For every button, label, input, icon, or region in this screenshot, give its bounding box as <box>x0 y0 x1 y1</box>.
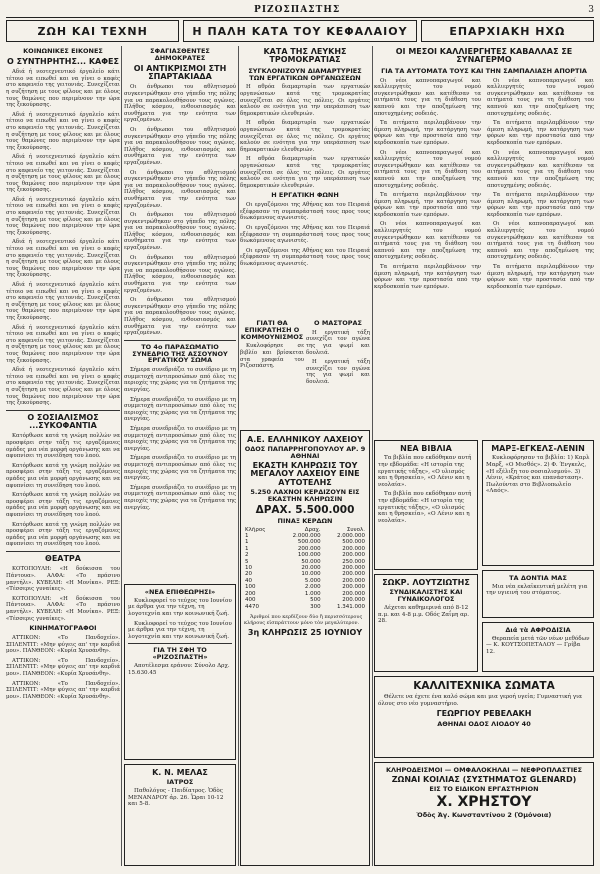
box-body: Η εργατική τάξη συνεχίζει τον αγώνα της για ψωμί και δουλειά. <box>306 329 370 356</box>
table-header-cell: Δραχ. <box>304 526 321 533</box>
doctor-ad-loutziotis <box>374 574 478 672</box>
article-body: Τα αιτήματα περιλαμβάνουν την άμεση πληρωμή, την κατάργηση των φόρων και την προστασία από την κερδοσκοπία των εμπόρων. <box>487 264 594 290</box>
article-body: Σήμερα συνεδριάζει το συνέδριο με τη συμμετοχή αντιπροσώπων από όλες τις περιοχές της χώρας για τα ζητήματα της ανεργίας. <box>124 425 236 452</box>
divider <box>6 551 120 552</box>
table-cell: 500 <box>310 597 321 604</box>
newspaper-title: ΡΙΖΟΣΠΑΣΤΗΣ <box>254 5 341 15</box>
section-provincial-echo: ΕΠΑΡΧΙΑΚΗ ΗΧΩ <box>421 20 594 42</box>
article-headline: ΟΙ ΑΝΤΙΚΡΙΣΜΟΙ ΣΤΗ ΣΠΑΡΤΑΚΙΑΔΑ <box>133 63 227 82</box>
article-kicker: ΣΦΑΓΙΑΣΘΕΝΤΕΣ ΔΗΜΟΚΡΑΤΕΣ <box>150 47 210 62</box>
table-cell: 200.000 <box>342 597 365 604</box>
column-4 <box>374 46 594 438</box>
article-body: Σήμερα συνεδριάζει το συνέδριο με τη συμμετοχή αντιπροσώπων από όλες τις περιοχές της χώρας για τα ζητήματα της ανεργίας. <box>124 396 236 423</box>
article-body: Τα αιτήματα περιλαμβάνουν την άμεση πληρωμή, την κατάργηση των φόρων και την προστασία από την κερδοσκοπία των εμπόρων. <box>487 192 594 218</box>
theatre-heading: ΘΕΑΤΡΑ <box>45 553 81 563</box>
ad-name: Χ. ΧΡΗΣΤΟΥ <box>436 794 532 811</box>
section-struggle-capital: Η ΠΑΛΗ ΚΑΤΑ ΤΟΥ ΚΕΦΑΛΑΙΟΥ <box>183 20 416 42</box>
notice-title: «ΝΕΑ ΕΠΙΘΕΩΡΗΣΙ» <box>144 588 216 596</box>
doctor-ad-melas <box>124 764 236 866</box>
article-body: Οι νέοι καπνοπαραγωγοί και καλλιεργητές του νομού συγκεντρώθηκαν και κατέθεσαν τα αιτήματά τους για τη διάθεση του καπνού και την αποζημίωση της αποτυχημένης σοδειάς. <box>374 149 481 189</box>
article-body: Οι άνθρωποι του αθλητισμού συγκεντρώθηκαν στο γήπεδο της πόλης για να παρακολουθήσουν τους αγώνες. Πλήθος κόσμου, ενθουσιασμός και συνθήματα για την ενότητα των εργαζομένων. <box>124 84 236 124</box>
divider <box>6 410 120 411</box>
new-books-box <box>374 440 478 570</box>
article-headline: ΚΑΤΑ ΤΗΣ ΛΕΥΚΗΣ ΤΡΟΜΟΚΡΑΤΙΑΣ <box>263 47 347 65</box>
fund-body: Αποτέλεσμα εράνου: Σύνολο Δρχ. 15.630.45 <box>128 663 230 676</box>
table-cell: 2.000.000 <box>337 533 365 540</box>
article-body: Οι νέοι καπνοπαραγωγοί και καλλιεργητές του νομού συγκεντρώθηκαν και κατέθεσαν τα αιτήματά τους για τη διάθεση του καπνού και την αποζημίωση της αποτυχημένης σοδειάς. <box>487 221 594 261</box>
article-body: Οι άνθρωποι του αθλητισμού συγκεντρώθηκαν στο γήπεδο της πόλης για να παρακολουθήσουν τους αγώνες. Πλήθος κόσμου, ενθουσιασμός και συνθήματα για την ενότητα των εργαζομένων. <box>124 254 236 294</box>
ad-subtitle: ΕΙΣ ΤΟ ΕΙΔΙΚΟΝ ΕΡΓΑΣΤΗΡΙΟΝ <box>429 785 539 794</box>
cinema-heading: ΚΙΝΗΜΑΤΟΓΡΑΦΟΙ <box>29 624 97 633</box>
box-body: Η εργατική τάξη συνεχίζει τον αγώνα της για ψωμί και δουλειά. <box>306 359 370 385</box>
table-cell: 20 <box>245 571 252 578</box>
article-body: Αδιά ή νεοτεχνευτικό έργαλείο κάτι τέτοιο να ειπωθεί και να γίνει ο καφές στο καφενείο της γειτονιάς. Συνεχίζεται η συζήτηση με τους φίλους και με όλους τους θαμώνες που περιμένουν την ώρα της ξεκούρασης. <box>6 111 120 151</box>
box-title: ΝΕΑ ΒΙΒΛΙΑ <box>400 444 452 453</box>
article-headline: ΤΟ 4ο ΠΑΡΑΣΩΜΑΤΙΟ ΣΥΝΕΔΡΙΟ ΤΗΣ ΑΣΣΟΥΝΟΥ ΕΡΓΑΤΙΚΟΥ ΣΩΜΑ <box>132 342 228 365</box>
article-body: Σήμερα συνεδριάζει το συνέδριο με τη συμμετοχή αντιπροσώπων από όλες τις περιοχές της χώρας για τα ζητήματα της ανεργίας. <box>124 484 236 511</box>
table-cell: 250.000 <box>342 558 365 565</box>
article-headline: ΟΙ ΜΕΣΟΙ ΚΑΛΛΙΕΡΓΗΤΕΣ ΚΑΒΑΛΛΑΣ ΣΕ ΣΥΝΑΓΕΡΜΟ <box>395 47 573 65</box>
article-body: Κατόρθωσε κατά τη γνώμη πολλών να προσφέρει στην τάξη τις εργαζόμενες ομάδες μια νέα μορφή οργάνωσης και να αφυπνίσει τη συνείδηση του λαού. <box>6 462 120 489</box>
article-body: Τα αιτήματα περιλαμβάνουν την άμεση πληρωμή, την κατάργηση των φόρων και την προστασία από την κερδοσκοπία των εμπόρων. <box>374 120 481 146</box>
article-headline: Ο ΣΥΝΤΗΡΗΤΗΣ... ΚΑΦΕΣ <box>7 56 119 66</box>
table-cell: 50.000 <box>301 558 321 565</box>
article-body: Αδιά ή νεοτεχνευτικό έργαλείο κάτι τέτοιο να ειπωθεί και να γίνει ο καφές στο καφενείο της γειτονιάς. Συνεχίζεται η συζήτηση με τους φίλους και με όλους τους θαμώνες που περιμένουν την ώρα της ξεκούρασης. <box>6 324 120 364</box>
cinema-listing: ΑΤΤΙΚΟΝ: «Το Πανδοχείο». ΣΠΛΕΝΤΙΤ: «Μην φύγεις απ' την καρδιά μου». ΠΑΝΘΕΟΝ: «Κυρία Χρυσάνθη». <box>6 634 120 655</box>
notice-body: Κυκλοφορεί το τεύχος του Ιουνίου με άρθρα για την τέχνη, τη λογοτεχνία και την κοινωνική ζωή. <box>128 620 232 640</box>
box-title: Διά τὰ ΑΦΡΟΔΙΣΙΑ <box>505 626 571 634</box>
table-cell: 10 <box>245 565 252 572</box>
ad-address: Ὁδὸς Ἁγ. Κωνσταντίνου 2 (Ὁμόνοια) <box>416 810 552 819</box>
table-cell: 500.000 <box>297 539 321 546</box>
table-cell: 200.000 <box>342 577 365 584</box>
belt-ad <box>374 762 594 866</box>
lottery-lead: 5.250 ΛΑΧΝΟΙ ΚΕΡΔΙΖΟΥΝ ΕΙΣ ΕΚΑΣΤΗΝ ΚΛΗΡΩΣΙΝ <box>250 488 360 503</box>
column-divider <box>238 46 239 866</box>
box-mastoras <box>306 318 370 424</box>
table-cell: 200.000 <box>342 565 365 572</box>
table-cell: 1 <box>245 545 249 552</box>
table-cell: 200.000 <box>342 584 365 591</box>
article-body: Σήμερα συνεδριάζει το συνέδριο με τη συμμετοχή αντιπροσώπων από όλες τις περιοχές της χώρας για τα ζητήματα της ανεργίας. <box>124 367 236 393</box>
doctor-name: ΣΩΚΡ. ΛΟΥΤΖΙΩΤΗΣ <box>382 578 470 587</box>
table-header-cell: Κλῆρος <box>245 526 266 533</box>
doctor-details: Δέχεται καθημερινά από 8-12 π.μ. και 4-8 μ.μ. Οδός Ζαΐμη αρ. 28. <box>378 605 469 625</box>
new-review-notice <box>124 584 236 760</box>
article-body: Κατόρθωσε κατά τη γνώμη πολλών να προσφέρει στην τάξη τις εργαζόμενες ομάδες μια νέα μορφή οργάνωσης και να αφυπνίσει τη συνείδηση του λαού. <box>6 492 120 519</box>
article-body: Οι άνθρωποι του αθλητισμού συγκεντρώθηκαν στο γήπεδο της πόλης για να παρακολουθήσουν τους αγώνες. Πλήθος κόσμου, ενθουσιασμός και συνθήματα για την ενότητα των εργαζομένων. <box>124 297 236 337</box>
table-cell: 1.341.000 <box>337 603 365 610</box>
gymnastics-ad <box>374 676 594 758</box>
article-text-columns <box>374 78 594 294</box>
table-header-cell: Συνολ. <box>346 526 365 533</box>
box-title: ΜΑΡΞ-ΕΓΚΕΛΣ-ΛΕΝΙΝ <box>491 444 585 453</box>
article-body: Αδιά ή νεοτεχνευτικό έργαλείο κάτι τέτοιο να ειπωθεί και να γίνει ο καφές στο καφενείο της γειτονιάς. Συνεχίζεται η συζήτηση με τους φίλους και με όλους τους θαμώνες που περιμένουν την ώρα της ξεκούρασης. <box>6 196 120 236</box>
prize-table-title: ΠΙΝΑΞ ΚΕΡΔΩΝ <box>277 516 333 525</box>
lottery-ad <box>240 430 370 866</box>
section-life-and-art: ΖΩΗ ΚΑΙ ΤΕΧΝΗ <box>6 20 179 42</box>
divider <box>124 340 236 341</box>
article-body: Τα αιτήματα περιλαμβάνουν την άμεση πληρωμή, την κατάργηση των φόρων και την προστασία από την κερδοσκοπία των εμπόρων. <box>374 192 481 218</box>
doctor-title: ΙΑΤΡΟΣ <box>166 778 194 787</box>
table-row <box>244 604 366 610</box>
article-body: Αδιά ή νεοτεχνευτικό έργαλείο κάτι τέτοιο να ειπωθεί και να γίνει ο καφές στο καφενείο της γειτονιάς. Συνεχίζεται η συζήτηση με τους φίλους και με όλους τους θαμώνες που περιμένουν την ώρα της ξεκούρασης. <box>6 282 120 321</box>
article-body: Η αθρόα διαμαρτυρία των εργατικών οργανώσεων κατά της τρομοκρατίας συνεχίζεται σε όλες τις πόλεις. Οι εργάτες καλούν σε ενότητα για την υπεράσπιση των δημοκρατικών ελευθεριών. <box>240 156 370 189</box>
box-title: Ο ΜΑΣΤΟΡΑΣ <box>314 319 362 327</box>
article-body: Οι άνθρωποι του αθλητισμού συγκεντρώθηκαν στο γήπεδο της πόλης για να παρακολουθήσουν τους αγώνες. Πλήθος κόσμου, ενθουσιασμός και συνθήματα για την ενότητα των εργαζομένων. <box>124 169 236 209</box>
box-title: ΤΑ ΔΟΝΤΙΑ ΜΑΣ <box>509 574 567 582</box>
notice-body: Κυκλοφορεί το τεύχος του Ιουνίου με άρθρα για την τέχνη, τη λογοτεχνία και την κοινωνική ζωή. <box>128 597 232 617</box>
article-headline: Η ΕΡΓΑΤΙΚΗ ΦΩΝΗ <box>271 191 339 200</box>
column-divider <box>372 46 373 866</box>
table-cell: 500.000 <box>342 539 365 546</box>
table-cell: 10.000 <box>301 571 321 578</box>
article-body: Οι νέοι καπνοπαραγωγοί και καλλιεργητές του νομού συγκεντρώθηκαν και κατέθεσαν τα αιτήματά τους για τη διάθεση του καπνού και την αποζημίωση της αποτυχημένης σοδειάς. <box>487 149 594 189</box>
box-body: Τα βιβλία που εκδόθηκαν αυτή την εβδομάδα: «Η ιστορία της εργατικής τάξης», «Ο υλισμός και η θρησκεία», «Ο Λένιν και η νεολαία». <box>378 455 472 488</box>
article-body: Αδιά ή νεοτεχνευτικό έργαλείο κάτι τέτοιο να ειπωθεί και να γίνει ο καφές στο καφενείο της γειτονιάς. Συνεχίζεται η συζήτηση με τους φίλους και με όλους τους θαμώνες που περιμένουν την ώρα της ξεκούρασης. <box>6 69 120 109</box>
table-cell: 100.000 <box>297 552 321 559</box>
table-cell: 200.000 <box>342 590 365 597</box>
article-body: Οι άνθρωποι του αθλητισμού συγκεντρώθηκαν στο γήπεδο της πόλης για να παρακολουθήσουν τους αγώνες. Πλήθος κόσμου, ενθουσιασμός και συνθήματα για την ενότητα των εργαζομένων. <box>124 212 236 252</box>
table-cell: 200 <box>245 590 256 597</box>
table-cell: 5 <box>245 558 249 565</box>
theatre-listing: ΚΟΤΟΠΟΥΛΗ: «Η δούκισσα του Πάντουα». ΑΛΦΑ: «Το πράσινο μαντήλι». ΚΥΒΕΛΗ: «Η Μονίκα». ΡΕΞ: «Τέσσερις γυναίκες». <box>6 566 120 593</box>
lottery-address: ΟΔΟΣ ΠΑΠΑΡΡΗΓΟΠΟΥΛΟΥ ΑΡ. 9 ΑΘΗΝΑΙ <box>244 445 366 461</box>
lottery-footer: 3η ΚΛΗΡΩΣΙΣ 25 ΙΟΥΝΙΟΥ <box>247 627 363 637</box>
table-cell: 2 <box>245 552 249 559</box>
article-body: Οι εργαζόμενοι της Αθήνας και του Πειραιά εξέφρασαν τη συμπαράστασή τους προς τους διωκόμενους αγωνιστές. <box>240 247 370 267</box>
clinic-ad-box <box>482 622 594 672</box>
article-body: Οι νέοι καπνοπαραγωγοί και καλλιεργητές του νομού συγκεντρώθηκαν και κατέθεσαν τα αιτήματά τους για τη διάθεση του καπνού και την αποζημίωση της αποτυχημένης σοδειάς. <box>374 221 481 261</box>
table-cell: 200.000 <box>297 545 321 552</box>
ad-body: Θέλετε να έχετε ένα καλό σώμα και μια γεροή υγεία; Γυμναστική για όλους στο νέο γυμναστήριο. <box>378 694 583 707</box>
theatre-listing: ΚΟΤΟΠΟΥΛΗ: «Η δούκισσα του Πάντουα». ΑΛΦΑ: «Το πράσινο μαντήλι». ΚΥΒΕΛΗ: «Η Μονίκα». ΡΕΞ: «Τέσσερις γυναίκες». <box>6 595 120 622</box>
table-cell: 2.000.000 <box>292 533 321 540</box>
article-body: Οι νέοι καπνοπαραγωγοί και καλλιεργητές του νομού συγκεντρώθηκαν και κατέθεσαν τα αιτήματά τους για τη διάθεση του καπνού και την αποζημίωση της αποτυχημένης σοδειάς. <box>487 77 594 117</box>
article-body: Σήμερα συνεδριάζει το συνέδριο με τη συμμετοχή αντιπροσώπων από όλες τις περιοχές της χώρας για τα ζητήματα της ανεργίας. <box>124 455 236 482</box>
table-cell: 200.000 <box>342 545 365 552</box>
table-cell: 300 <box>310 603 321 610</box>
article-body: Οι νέοι καπνοπαραγωγοί και καλλιεργητές του νομού συγκεντρώθηκαν και κατέθεσαν τα αιτήματά τους για τη διάθεση του καπνού και την αποζημίωση της αποτυχημένης σοδειάς. <box>374 77 481 117</box>
table-cell: 1 <box>245 533 249 540</box>
cinema-listing: ΑΤΤΙΚΟΝ: «Το Πανδοχείο». ΣΠΛΕΝΤΙΤ: «Μην φύγεις απ' την καρδιά μου». ΠΑΝΘΕΟΝ: «Κυρία Χρυσάνθη». <box>6 680 120 700</box>
masthead <box>6 3 594 18</box>
doctor-details: Παθολόγος - Παιδίατρος. Ὁδὸς ΜΕΝΑΝΔΡΟΥ ἀρ. 26. Ὧραι 10-12 και 5-8. <box>128 788 224 808</box>
section-banner-row <box>6 20 594 42</box>
lottery-headline: ΕΚΑΣΤΗ ΚΛΗΡΩΣΙΣ ΤΟΥ ΜΕΓΑΛΟΥ ΛΑΧΕΙΟΥ ΕΙΝΕ ΑΥΤΟΤΕΛΗΣ <box>250 461 360 487</box>
marx-engels-lenin-box <box>482 440 594 566</box>
ad-title: ΚΑΛΛΙΤΕΧΝΙΚΑ ΣΩΜΑΤΑ <box>413 680 555 692</box>
table-cell: 1.000 <box>304 590 321 597</box>
table-cell: 20.000 <box>301 565 321 572</box>
article-body: Η αθρόα διαμαρτυρία των εργατικών οργανώσεων κατά της τρομοκρατίας συνεχίζεται σε όλες τις πόλεις. Οι εργάτες καλούν σε ενότητα για την υπεράσπιση των δημοκρατικών ελευθεριών. <box>240 120 370 153</box>
article-body: Οι εργαζόμενοι της Αθήνας και του Πειραιά εξέφρασαν τη συμπαράστασή τους προς τους διωκόμενους αγωνιστές. <box>240 224 370 245</box>
ad-title: ΖΩΝΑΙ ΚΟΙΛΙΑΣ (ΣΥΣΤΗΜΑΤΟΣ GLENARD) <box>391 774 577 784</box>
lottery-title: Α.Ε. ΕΛΛΗΝΙΚΟΥ ΛΑΧΕΙΟΥ <box>247 435 363 444</box>
fund-title: ΓΙΑ ΤΗ ΣΦΗ ΤΟ «ΡΙΖΟΣΠΑΣΤΗ» <box>152 646 208 662</box>
box-body: Κυκλοφόρησε σε βιβλίο και βρίσκεται στα γραφεία του Ριζοσπάστη. <box>240 343 304 370</box>
article-body: Αδιά ή νεοτεχνευτικό έργαλείο κάτι τέτοιο να ειπωθεί και να γίνει ο καφές στο καφενείο της γειτονιάς. Συνεχίζεται η συζήτηση με τους φίλους και με όλους τους θαμώνες που περιμένουν την ώρα της ξεκούρασης. <box>6 154 120 194</box>
article-headline: Ο ΣΟΣΙΑΛΙΣΜΟΣ ...ΣΥΚΟΦΑΝΤΙΑ <box>27 412 99 431</box>
lottery-note: Ἀριθμοί που κερδίζουν δύο ἢ περισσότερους κλήρους εἰσπράττουν μόνο τὸν μεγαλύτερον. <box>244 613 363 626</box>
table-cell: 1 <box>245 539 249 546</box>
box-body: Κυκλοφόρησαν τα βιβλία: 1) Καρλ Μαρξ, «Ο Μισθός». 2) Φ. Ένγκελς, «Η εξέλιξη του σοσιαλισμού». 3) Λένιν, «Κράτος και επανάσταση». Πωλούνται στο Βιβλιοπωλείο «Λαός». <box>486 455 590 495</box>
box-body: Θεραπεία μετά τῶν νέων μεθόδων — Κ. ΚΟΥΤΣΟΠΕΤΑΛΟΥ — Γρίβα 12. <box>486 635 590 655</box>
table-cell: 4470 <box>245 603 259 610</box>
box-communism <box>240 318 304 424</box>
article-body: Οι άνθρωποι του αθλητισμού συγκεντρώθηκαν στο γήπεδο της πόλης για να παρακολουθήσουν τους αγώνες. Πλήθος κόσμου, ενθουσιασμός και συνθήματα για την ενότητα των εργαζομένων. <box>124 126 236 166</box>
doctor-name: Κ. Ν. ΜΕΛΑΣ <box>152 768 208 777</box>
article-body: Αδιά ή νεοτεχνευτικό έργαλείο κάτι τέτοιο να ειπωθεί και να γίνει ο καφές στο καφενείο της γειτονιάς. Συνεχίζεται η συζήτηση με τους φίλους και με όλους τους θαμώνες που περιμένουν την ώρα της ξεκούρασης. <box>6 367 120 407</box>
ad-address: ΑΘΗΝΑΙ ΟΔΟΣ ΛΙΟΔΟΥ 40 <box>437 719 531 728</box>
article-body: Τα αιτήματα περιλαμβάνουν την άμεση πληρωμή, την κατάργηση των φόρων και την προστασία από την κερδοσκοπία των εμπόρων. <box>374 264 481 290</box>
column-1 <box>6 46 120 866</box>
teeth-book-box <box>482 570 594 618</box>
divider <box>128 643 232 644</box>
article-body: Η αθρόα διαμαρτυρία των εργατικών οργανώσεων κατά της τρομοκρατίας συνεχίζεται σε όλες τις πόλεις. Οι εργάτες καλούν σε ενότητα για την υπεράσπιση των δημοκρατικών ελευθεριών. <box>240 84 370 117</box>
box-body: Τα βιβλία που εκδόθηκαν αυτή την εβδομάδα: «Η ιστορία της εργατικής τάξης», «Ο υλισμός και η θρησκεία», «Ο Λένιν και η νεολαία». <box>378 491 472 524</box>
lottery-amount: ΔΡΑΧ. 5.500.000 <box>255 503 355 516</box>
table-cell: 5.000 <box>304 577 321 584</box>
page-number: 3 <box>588 5 594 15</box>
table-cell: 100 <box>245 584 256 591</box>
table-cell: 400 <box>245 597 256 604</box>
ad-tagline: ΚΛΗΡΟΔΕΙΣΜΟΙ — ΟΜΦΑΛΟΚΗΛΑΙ — ΝΕΦΡΟΠΛΑΣΤΙΕΣ <box>385 766 583 774</box>
table-cell: 200.000 <box>342 571 365 578</box>
box-body: Μια νέα εκλαϊκευτική μελέτη για την υγιεινή του στόματος. <box>486 583 588 597</box>
article-body: Αδιά ή νεοτεχνευτικό έργαλείο κάτι τέτοιο να ειπωθεί και να γίνει ο καφές στο καφενείο της γειτονιάς. Συνεχίζεται η συζήτηση με τους φίλους και με όλους τους θαμώνες που περιμένουν την ώρα της ξεκούρασης. <box>6 239 120 279</box>
prize-table <box>244 527 366 610</box>
column-divider <box>121 46 122 866</box>
article-subhead: ΣΥΓΚΛΟΝΙΖΟΥΝ ΔΙΑΜΑΡΤΥΡΙΕΣ ΤΩΝ ΕΡΓΑΤΙΚΩΝ ΟΡΓΑΝΩΣΕΩΝ <box>248 66 362 82</box>
article-body: Οι εργαζόμενοι της Αθήνας και του Πειραιά εξέφρασαν τη συμπαράστασή τους προς τους διωκόμενους αγωνιστές. <box>240 202 370 222</box>
article-body: Τα αιτήματα περιλαμβάνουν την άμεση πληρωμή, την κατάργηση των φόρων και την προστασία από την κερδοσκοπία των εμπόρων. <box>487 120 594 146</box>
ad-name: ΓΕΩΡΓΙΟΥ ΡΕΒΕΛΑΚΗ <box>436 709 532 719</box>
article-kicker: ΚΟΙΝΩΝΙΚΕΣ ΕΙΚΟΝΕΣ <box>23 47 103 55</box>
box-title: ΓΙΑΤΙ ΘΑ ΕΠΙΚΡΑΤΗΣΗ Ο ΚΟΜΜΟΥΝΙΣΜΟΣ <box>240 319 304 341</box>
doctor-title: ΣΥΝΔΙΚΑΛΙΣΤΗΣ ΚΑΙ ΓΥΝΑΙΚΟΛΟΓΟΣ <box>389 588 463 604</box>
column-2 <box>124 46 236 576</box>
column-3 <box>240 46 370 316</box>
table-cell: 200.000 <box>342 552 365 559</box>
table-cell: 40 <box>245 577 252 584</box>
article-subhead: ΓΙΑ ΤΑ ΑΥΤΟΜΑΤΑ ΤΟΥΣ ΚΑΙ ΤΗΝ ΣΑΜΠΑΛΙΑΣΗ ΑΠΟΡΤΙΑ <box>381 66 587 75</box>
article-body: Κατόρθωσε κατά τη γνώμη πολλών να προσφέρει στην τάξη τις εργαζόμενες ομάδες μια νέα μορφή οργάνωσης και να αφυπνίσει τη συνείδηση του λαού. <box>6 521 120 548</box>
table-cell: 2.000 <box>304 584 321 591</box>
article-body: Κατόρθωσε κατά τη γνώμη πολλών να προσφέρει στην τάξη τις εργαζόμενες ομάδες μια νέα μορφή οργάνωσης και να αφυπνίσει τη συνείδηση του λαού. <box>6 433 120 460</box>
cinema-listing: ΑΤΤΙΚΟΝ: «Το Πανδοχείο». ΣΠΛΕΝΤΙΤ: «Μην φύγεις απ' την καρδιά μου». ΠΑΝΘΕΟΝ: «Κυρία Χρυσάνθη». <box>6 657 120 677</box>
